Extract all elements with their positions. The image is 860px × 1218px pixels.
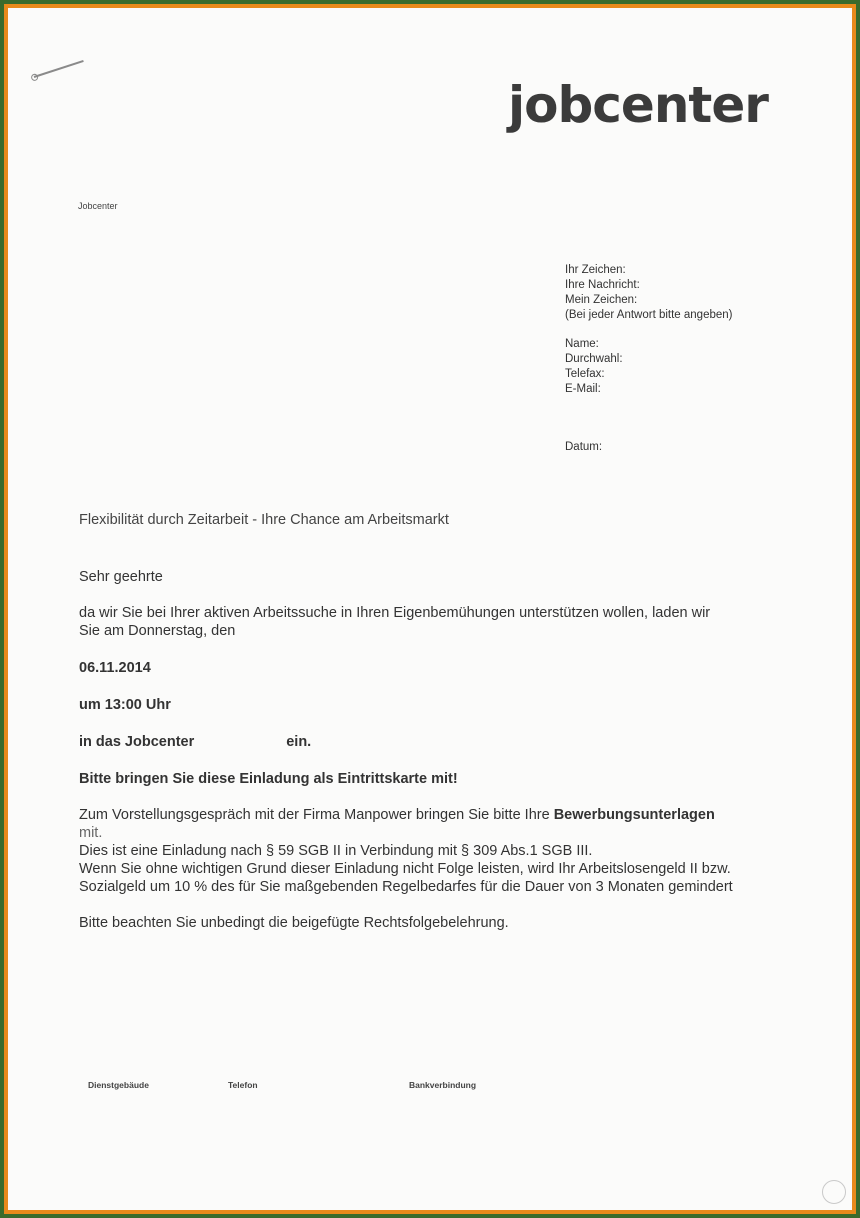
ref-email: E-Mail: [565,383,601,395]
ref-hinweis: (Bei jeder Antwort bitte angeben) [565,309,733,321]
jobcenter-logo: jobcenter [508,76,768,134]
ticket-notice: Bitte bringen Sie diese Einladung als Eintrittskarte mit! [79,771,458,787]
footer-dienstgebaeude: Dienstgebäude [88,1080,149,1090]
place-prefix: in das Jobcenter [79,734,195,750]
sender-line: Jobcenter [78,201,118,211]
salutation: Sehr geehrte [79,569,163,585]
appointment-place [79,733,814,751]
reference-block [565,263,733,455]
intro-line-1: da wir Sie bei Ihrer aktiven Arbeitssuche in Ihren Eigenbemühungen unterstützen wollen, laden wir [79,605,711,621]
footer-bankverbindung: Bankverbindung [409,1080,477,1090]
closing-note: Bitte beachten Sie unbedingt die beigefügte Rechtsfolgebelehrung. [79,915,509,931]
ref-mein-zeichen: Mein Zeichen: [565,294,638,306]
ref-name: Name: [565,338,599,350]
letter-subject: Flexibilität durch Zeitarbeit - Ihre Chance am Arbeitsmarkt [79,512,449,528]
ref-ihr-zeichen: Ihr Zeichen: [565,264,626,276]
corner-stamp-mark [822,1180,846,1204]
place-suffix: ein. [286,734,312,750]
intro-line-2: Sie am Donnerstag, den [79,623,236,639]
interview-line [79,806,814,824]
appointment-date: 06.11.2014 [79,660,151,676]
letter-body [79,568,814,932]
interview-text: Zum Vorstellungsgespräch mit der Firma Manpower bringen Sie bitte Ihre [79,807,554,823]
ref-datum: Datum: [565,441,603,453]
letter-page [8,8,852,1210]
ref-ihre-nachricht: Ihre Nachricht: [565,279,640,291]
legal-line-3: Sozialgeld um 10 % des für Sie maßgebenden Regelbedarfes für die Dauer von 3 Monaten gemindert [79,879,733,895]
legal-line-2: Wenn Sie ohne wichtigen Grund dieser Einladung nicht Folge leisten, wird Ihr Arbeitslosengeld II bzw. [79,861,731,877]
legal-line-1: Dies ist eine Einladung nach § 59 SGB II in Verbindung mit § 309 Abs.1 SGB III. [79,843,593,859]
appointment-time: um 13:00 Uhr [79,697,171,713]
interview-end: mit. [79,825,103,841]
interview-bold: Bewerbungsunterlagen [553,807,715,823]
paperclip-mark [34,60,84,78]
document-border [4,4,856,1214]
footer-telefon: Telefon [228,1080,258,1090]
ref-telefax: Telefax: [565,368,605,380]
ref-durchwahl: Durchwahl: [565,353,623,365]
